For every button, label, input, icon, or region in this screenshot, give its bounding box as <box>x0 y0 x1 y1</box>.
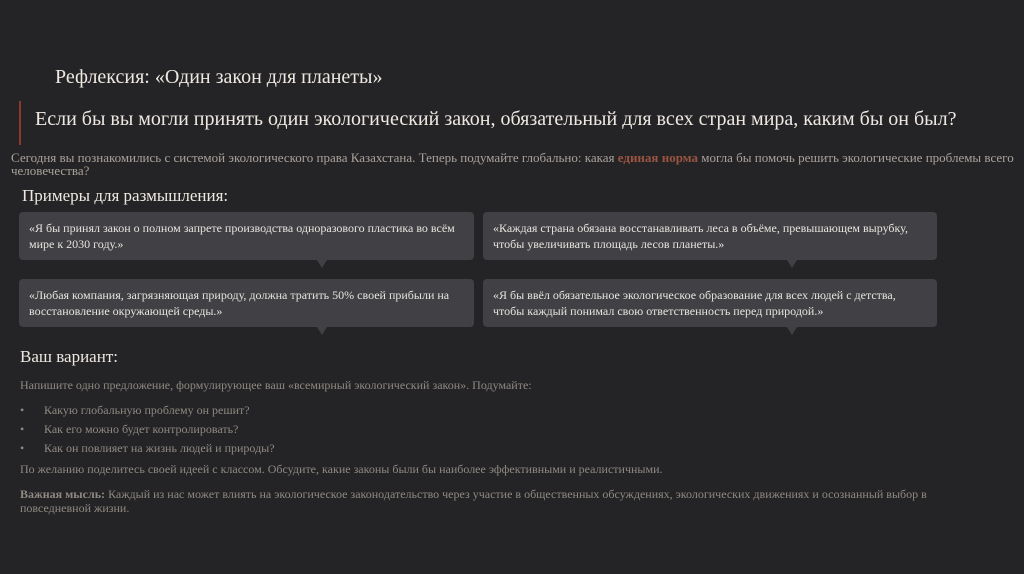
key-thought-label: Важная мысль: <box>20 487 106 501</box>
slide-title: Рефлексия: «Один закон для планеты» <box>55 66 383 88</box>
list-item: • Как его можно будет контролировать? <box>20 420 275 439</box>
variant-heading: Ваш вариант: <box>20 347 118 366</box>
examples-heading: Примеры для размышления: <box>22 186 229 205</box>
intro-highlight: единая норма <box>617 150 698 165</box>
example-bubble: «Любая компания, загрязняющая природу, должна тратить 50% своей прибыли на восстановление окружающей среды.» <box>19 279 474 327</box>
share-paragraph: По желанию поделитесь своей идеей с классом. Обсудите, какие законы были бы наиболее эффективными и реалистичными. <box>20 462 663 476</box>
list-item: • Как он повлияет на жизнь людей и природы? <box>20 439 275 458</box>
accent-bar <box>19 101 21 145</box>
intro-text-end: могла бы помочь решить экологические проблемы всего человечества? <box>11 150 1014 178</box>
key-thought <box>20 487 980 515</box>
list-item: • Какую глобальную проблему он решит? <box>20 401 275 420</box>
example-bubble: «Каждая страна обязана восстанавливать леса в объёме, превышающем вырубку, чтобы увеличивать площадь лесов планеты.» <box>483 212 937 260</box>
main-question: Если бы вы могли принять один экологический закон, обязательный для всех стран мира, каким бы он был? <box>35 108 957 130</box>
variant-instructions: Напишите одно предложение, формулирующее ваш «всемирный экологический закон». Подумайте: <box>20 378 532 392</box>
example-bubble: «Я бы принял закон о полном запрете производства одноразового пластика во всём мире к 2030 году.» <box>19 212 474 260</box>
question-list <box>20 401 275 458</box>
intro-text-start: Сегодня вы познакомились с системой экологического права Казахстана. Теперь подумайте глобально: какая <box>11 150 618 165</box>
intro-paragraph <box>11 151 1016 177</box>
key-thought-text: Каждый из нас может влиять на экологическое законодательство через участие в общественных обсуждениях, экологических движениях и осознанный выбор в повседневной жизни. <box>20 487 927 515</box>
example-bubble: «Я бы ввёл обязательное экологическое образование для всех людей с детства, чтобы каждый понимал свою ответственность перед природой.» <box>483 279 937 327</box>
